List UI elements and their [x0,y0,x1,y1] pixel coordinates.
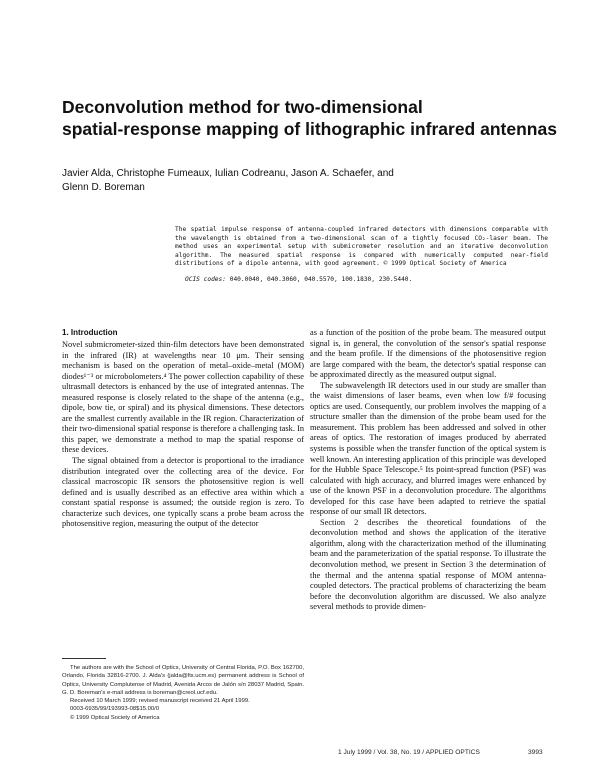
body-column-left [62,340,304,530]
paragraph: Section 2 describes the theoretical foundations of the deconvolution method and shows the application of the iterative algorithm, along with the characterization method of the illuminating beam and the parameterization of the spatial response. To illustrate the deconvolution method, we present in Section 3 the determination of the thermal and the antenna spatial response of MOM antenna-coupled detectors. The practical problems of characterizing the beam before the deconvolution algorithm are discussed. We also analyze several methods to provide dimen- [310,517,546,612]
title-line-2: spatial-response mapping of lithographic infrared antennas [62,119,557,139]
page-number: 3993 [528,749,543,756]
running-footer: 1 July 1999 / Vol. 38, No. 19 / APPLIED OPTICS [338,749,480,756]
body-column-right [310,328,546,613]
footnote-divider [62,658,106,659]
footnote-code: 0003-6935/99/193993-08$15.00/0 [70,706,160,713]
ocis-codes [185,276,555,285]
ocis-label: OCIS codes: [185,276,226,283]
article-title [62,96,562,140]
author-list [62,167,462,194]
footnote-affiliation: The authors are with the School of Optics, University of Central Florida, P.O. Box 162700, Orlando, Florida 32816-2700. J. Alda's (jalda@fis.ucm.es) permanent address is School of Optics, University Complutense of Madrid, Avenida Arcos de Jalón s/n 28037 Madrid, Spain. G. D. Boreman's e-mail address is boreman@creol.ucf.edu. [62,665,304,696]
ocis-values: 040.0040, 040.3060, 040.5570, 100.1830, 230.5440. [229,276,413,283]
authors-line-2: Glenn D. Boreman [62,181,145,193]
footnote-copyright: © 1999 Optical Society of America [70,714,160,721]
footnotes [62,664,304,722]
section-heading-introduction: 1. Introduction [62,328,118,337]
paragraph: as a function of the position of the probe beam. The measured output signal is, in general, the convolution of the sensor's spatial response and the beam profile. If the dimensions of the photosensitive region are large compared with the beam, the detector's spatial response can be approximated directly as the measured output signal. [310,328,546,380]
paragraph: Novel submicrometer-sized thin-film detectors have been demonstrated in the infrared (IR) at wavelengths near 10 μm. Their sensing mechanism is based on the operation of metal–oxide–metal (MOM) diodes¹⁻³ or microbolometers.⁴ The power collection capability of these ultrasmall detectors is enhanced by the use of integrated antennas. The measured response is closely related to the shape of the antenna (e.g., dipole, bow tie, or spiral) and its physical dimensions. These detectors are the smallest currently available in the IR region. Characterization of their two-dimensional spatial response is therefore a challenging task. In this paper, we demonstrate a method to map the spatial response of these devices. [62,340,304,455]
title-line-1: Deconvolution method for two-dimensional [62,97,423,117]
authors-line-1: Javier Alda, Christophe Fumeaux, Iulian Codreanu, Jason A. Schaefer, and [62,168,394,179]
abstract: The spatial impulse response of antenna-coupled infrared detectors with dimensions comparable with the wavelength is obtained from a two-dimensional scan of a tightly focused CO₂-laser beam. The method uses an experimental setup with submicrometer resolution and an iterative deconvolution algorithm. The measured spatial response is compared with numerically computed near-field distributions of a dipole antenna, with good agreement. © 1999 Optical Society of America [175,226,548,268]
paragraph: The subwavelength IR detectors used in our study are smaller than the waist dimensions of laser beams, even when low f/# focusing optics are used. Consequently, our problem involves the mapping of a structure smaller than the dimension of the probe beam used for the measurement. This problem has been addressed and solved in other areas of optics. The restoration of images produced by aberrated systems is possible when the transfer function of the optical system is well known. An interesting application of this principle was developed for the Hubble Space Telescope.⁵ Its point-spread function (PSF) was calculated with high accuracy, and blurred images were enhanced by use of the known PSF in a deconvolution procedure. The algorithms developed for this case have been adapted to retrieve the spatial response of our small IR detectors. [310,380,546,517]
footnote-received: Received 10 March 1999; revised manuscript received 21 April 1999. [70,698,250,705]
paragraph: The signal obtained from a detector is proportional to the irradiance distribution integrated over the collecting area of the device. For classical macroscopic IR sensors the photosensitive region is well defined and is usually described as an effective area within which a constant spatial response is assumed; the outside region is zero. To characterize such devices, one typically scans a probe beam across the photosensitive region, measuring the output of the detector [62,456,304,529]
